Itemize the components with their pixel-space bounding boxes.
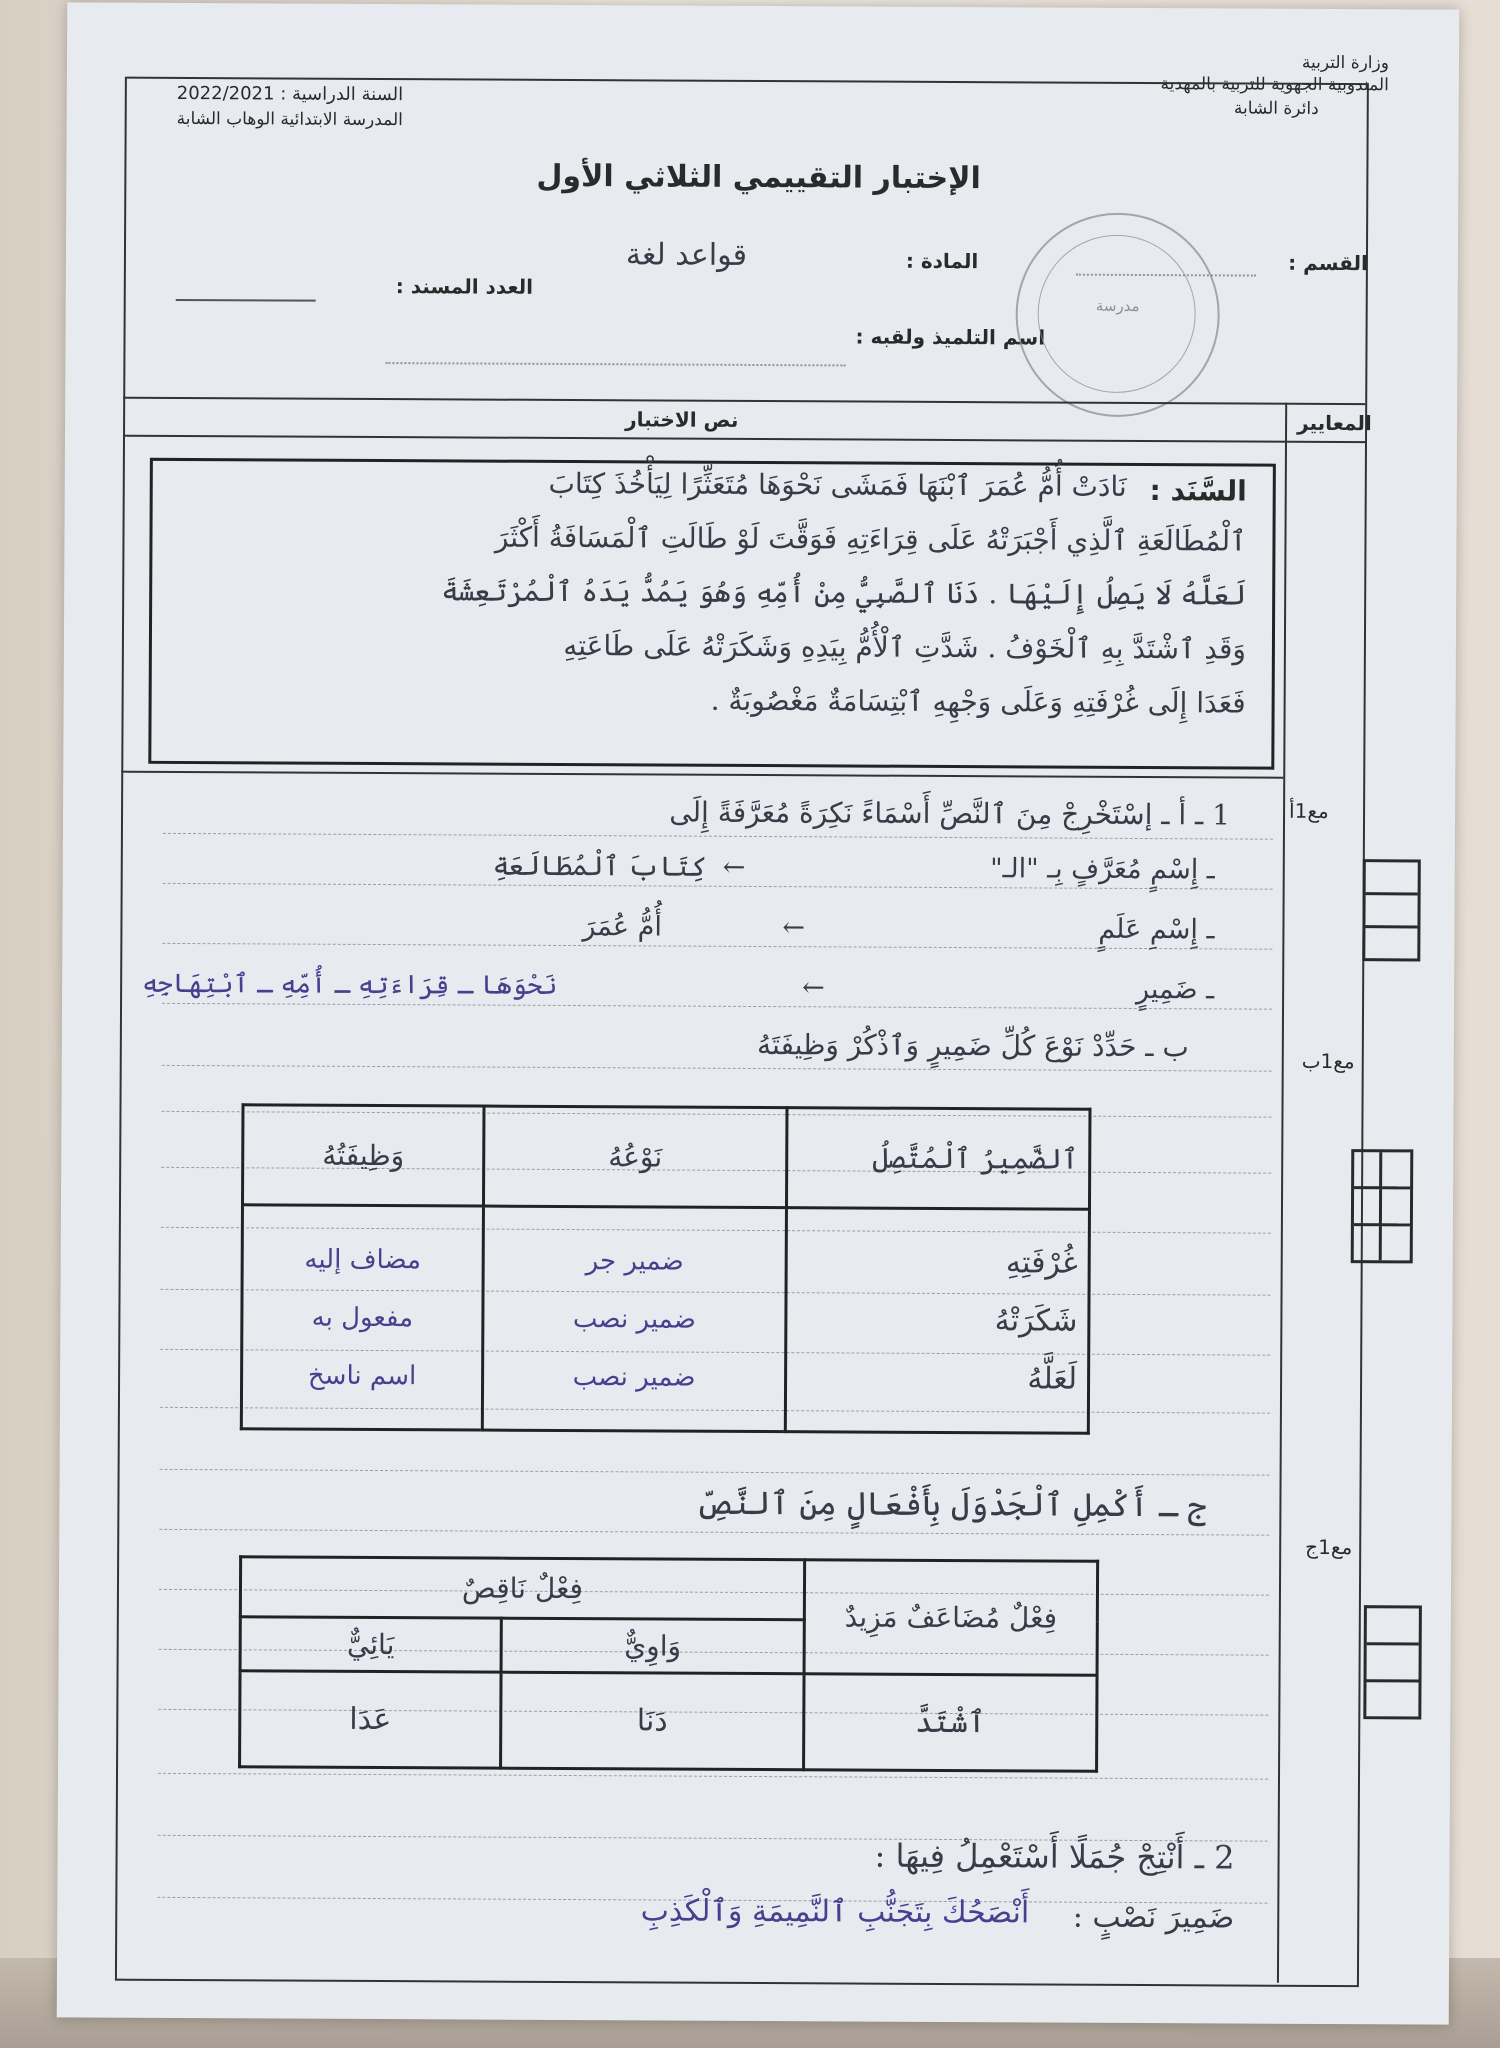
grade-label: العدد المسند : <box>395 274 534 299</box>
verbs-table-answer-waw: دَنَا <box>501 1672 804 1770</box>
passage-line-3: لَعَلَّهُ لَا يَصِلُ إِلَيْهَا . دَنَا ٱلصَّبِيُّ مِنْ أُمِّهِ وَهُوَ يَمُدُّ يَدَهُ ٱلْمُرْتَعِشَةَ <box>441 574 1247 612</box>
criterion-1a-score-boxes <box>1362 859 1421 961</box>
q1a-prompt: 1 ـ أ ـ إسْتَخْرِجْ مِنَ ٱلنَّصِّ أَسْمَاءً نَكِرَةً مُعَرَّفَةً إِلَى <box>669 795 1231 832</box>
verbs-table-sub-waw: وَاوِيٌّ <box>501 1618 804 1674</box>
table-type-3: ضمير نصب <box>572 1361 696 1393</box>
q2-item-label: ضَمِيرَ نَصْبٍ : <box>1072 1899 1235 1936</box>
school-name-label: المدرسة الابتدائية الوهاب الشابة <box>176 108 403 131</box>
student-name-label: اسم التلميذ ولقبه : <box>855 324 1046 350</box>
q1a-item-1-label: ـ إِسْمٍ مُعَرَّفٍ بِـ "الـ" <box>990 853 1215 886</box>
q1b-prompt: ب ـ حَدِّدْ نَوْعَ كُلِّ ضَمِيرٍ وَٱذْكُرْ وَظِيفَتَهُ <box>756 1027 1189 1064</box>
passage-line-4: وَقَدِ ٱشْتَدَّ بِهِ ٱلْخَوْفُ . شَدَّتِ ٱلْأُمُّ بِيَدِهِ وَشَكَرَتْهُ عَلَى طَاعَتِهِ <box>563 628 1247 666</box>
criterion-1a: مع1أ <box>1289 798 1329 823</box>
table-function-3: اسم ناسخ <box>307 1360 417 1391</box>
q1a-item-3-label: ـ ضَمِيرٍ <box>1135 973 1215 1006</box>
school-stamp: مدرسة <box>1015 212 1220 417</box>
pronoun-table-pronoun-cell <box>785 1208 1089 1434</box>
text-header: نص الاختبار <box>625 407 739 432</box>
subject-label: المادة : <box>905 248 979 274</box>
q1a-item-1-arrow: ← <box>722 851 746 883</box>
table-function-1: مضاف إليه <box>304 1244 422 1275</box>
criteria-header: المعايير <box>1297 410 1372 436</box>
q1a-item-3-arrow: ← <box>802 972 825 1004</box>
q1a-item-2-arrow: ← <box>782 912 806 944</box>
criterion-1b: مع1ب <box>1301 1048 1355 1074</box>
verbs-table-sub-ya: يَائِيٌّ <box>240 1617 501 1672</box>
verbs-table <box>238 1555 1099 1773</box>
table-pronoun-2: شَكَرَتْهُ <box>994 1302 1078 1339</box>
q1c-prompt: ج ـ أَكْمِلِ ٱلْجَدْوَلَ بِأَفْعَالٍ مِنَ ٱلنَّصِّ <box>695 1483 1207 1525</box>
pronoun-table-header-pronoun: ٱلضَّمِيرُ ٱلْمُتَّصِلُ <box>786 1108 1090 1210</box>
verbs-table-header-mudaaf: فِعْلٌ مُضَاعَفٌ مَزِيدٌ <box>804 1560 1098 1676</box>
passage-line-1: نَادَتْ أُمُّ عُمَرَ ٱبْنَهَا فَمَشَى نَحْوَهَا مُتَعَثِّرًا لِيَأْخُذَ كِتَابَ <box>548 466 1127 503</box>
criterion-1c: مع1ج <box>1305 1534 1353 1560</box>
q1a-item-1-answer: كِتَابَ ٱلْمُطَالَعَةِ <box>492 850 708 883</box>
passage-line-2: ٱلْمُطَالَعَةِ ٱلَّذِي أَجْبَرَتْهُ عَلَى قِرَاءَتِهِ فَوَقَّتَ لَوْ طَالَتِ ٱلْمَسَافَةُ أَكْثَرَ <box>494 520 1247 558</box>
table-type-1: ضمير جر <box>585 1245 684 1277</box>
school-year-label: السنة الدراسية : 2022/2021 <box>176 82 404 106</box>
pronoun-table-header-function: وَظِيفَتُهُ <box>242 1105 484 1206</box>
verbs-table-answer-mudaaf: ٱشْتَدَّ <box>804 1674 1097 1772</box>
table-type-2: ضمير نصب <box>572 1303 696 1335</box>
pronoun-table-function-cell <box>241 1205 483 1430</box>
circle-label: دائرة الشابة <box>1233 98 1319 119</box>
pronoun-table <box>240 1103 1092 1434</box>
pronoun-table-type-cell <box>482 1206 786 1432</box>
verbs-table-header-naqis: فِعْلٌ نَاقِصٌ <box>240 1557 804 1620</box>
criterion-1c-score-boxes <box>1363 1605 1422 1719</box>
q1a-item-2-answer: أُمُّ عُمَرَ <box>582 911 662 943</box>
q1a-item-2-label: ـ إِسْمِ عَلَمٍ <box>1098 913 1215 946</box>
q2-answer: أَنْصَحُكَ بِتَجَنُّبِ ٱلنَّمِيمَةِ وَٱلْكَذِبِ <box>640 1893 1030 1931</box>
ministry-label: وزارة التربية <box>1301 52 1390 74</box>
verbs-table-answer-ya: عَدَا <box>240 1671 501 1768</box>
exam-sheet <box>57 2 1460 2024</box>
q1a-item-3-answer: نَحْوَهَا ـ قِرَاءَتِهِ ـ أُمِّهِ ـ ٱبْتِهَاجِهِ <box>142 968 558 1001</box>
passage-label: السَّنَد : <box>1149 474 1247 508</box>
q2-prompt: 2 ـ أَنْتِجْ جُمَلًا أَسْتَعْمِلُ فِيهَا : <box>874 1836 1235 1877</box>
criterion-1b-score-boxes <box>1351 1149 1414 1263</box>
subject-value: قواعد لغة <box>625 237 748 273</box>
class-label: القسم : <box>1288 250 1368 276</box>
passage-line-5: فَعَدَا إِلَى غُرْفَتِهِ وَعَلَى وَجْهِهِ ٱبْتِسَامَةٌ مَغْصُوبَةٌ . <box>710 683 1246 720</box>
pronoun-table-header-type: نَوْعُهُ <box>483 1106 787 1208</box>
directorate-label: المندوبية الجهوية للتربية بالمهدية <box>1160 74 1389 96</box>
exam-title: الإختبار التقييمي الثلاثي الأول <box>536 158 981 197</box>
table-function-2: مفعول به <box>311 1302 414 1333</box>
table-pronoun-1: غُرْفَتِهِ <box>1005 1244 1078 1281</box>
table-pronoun-3: لَعَلَّهُ <box>1027 1360 1078 1397</box>
passage-box <box>148 458 1276 770</box>
